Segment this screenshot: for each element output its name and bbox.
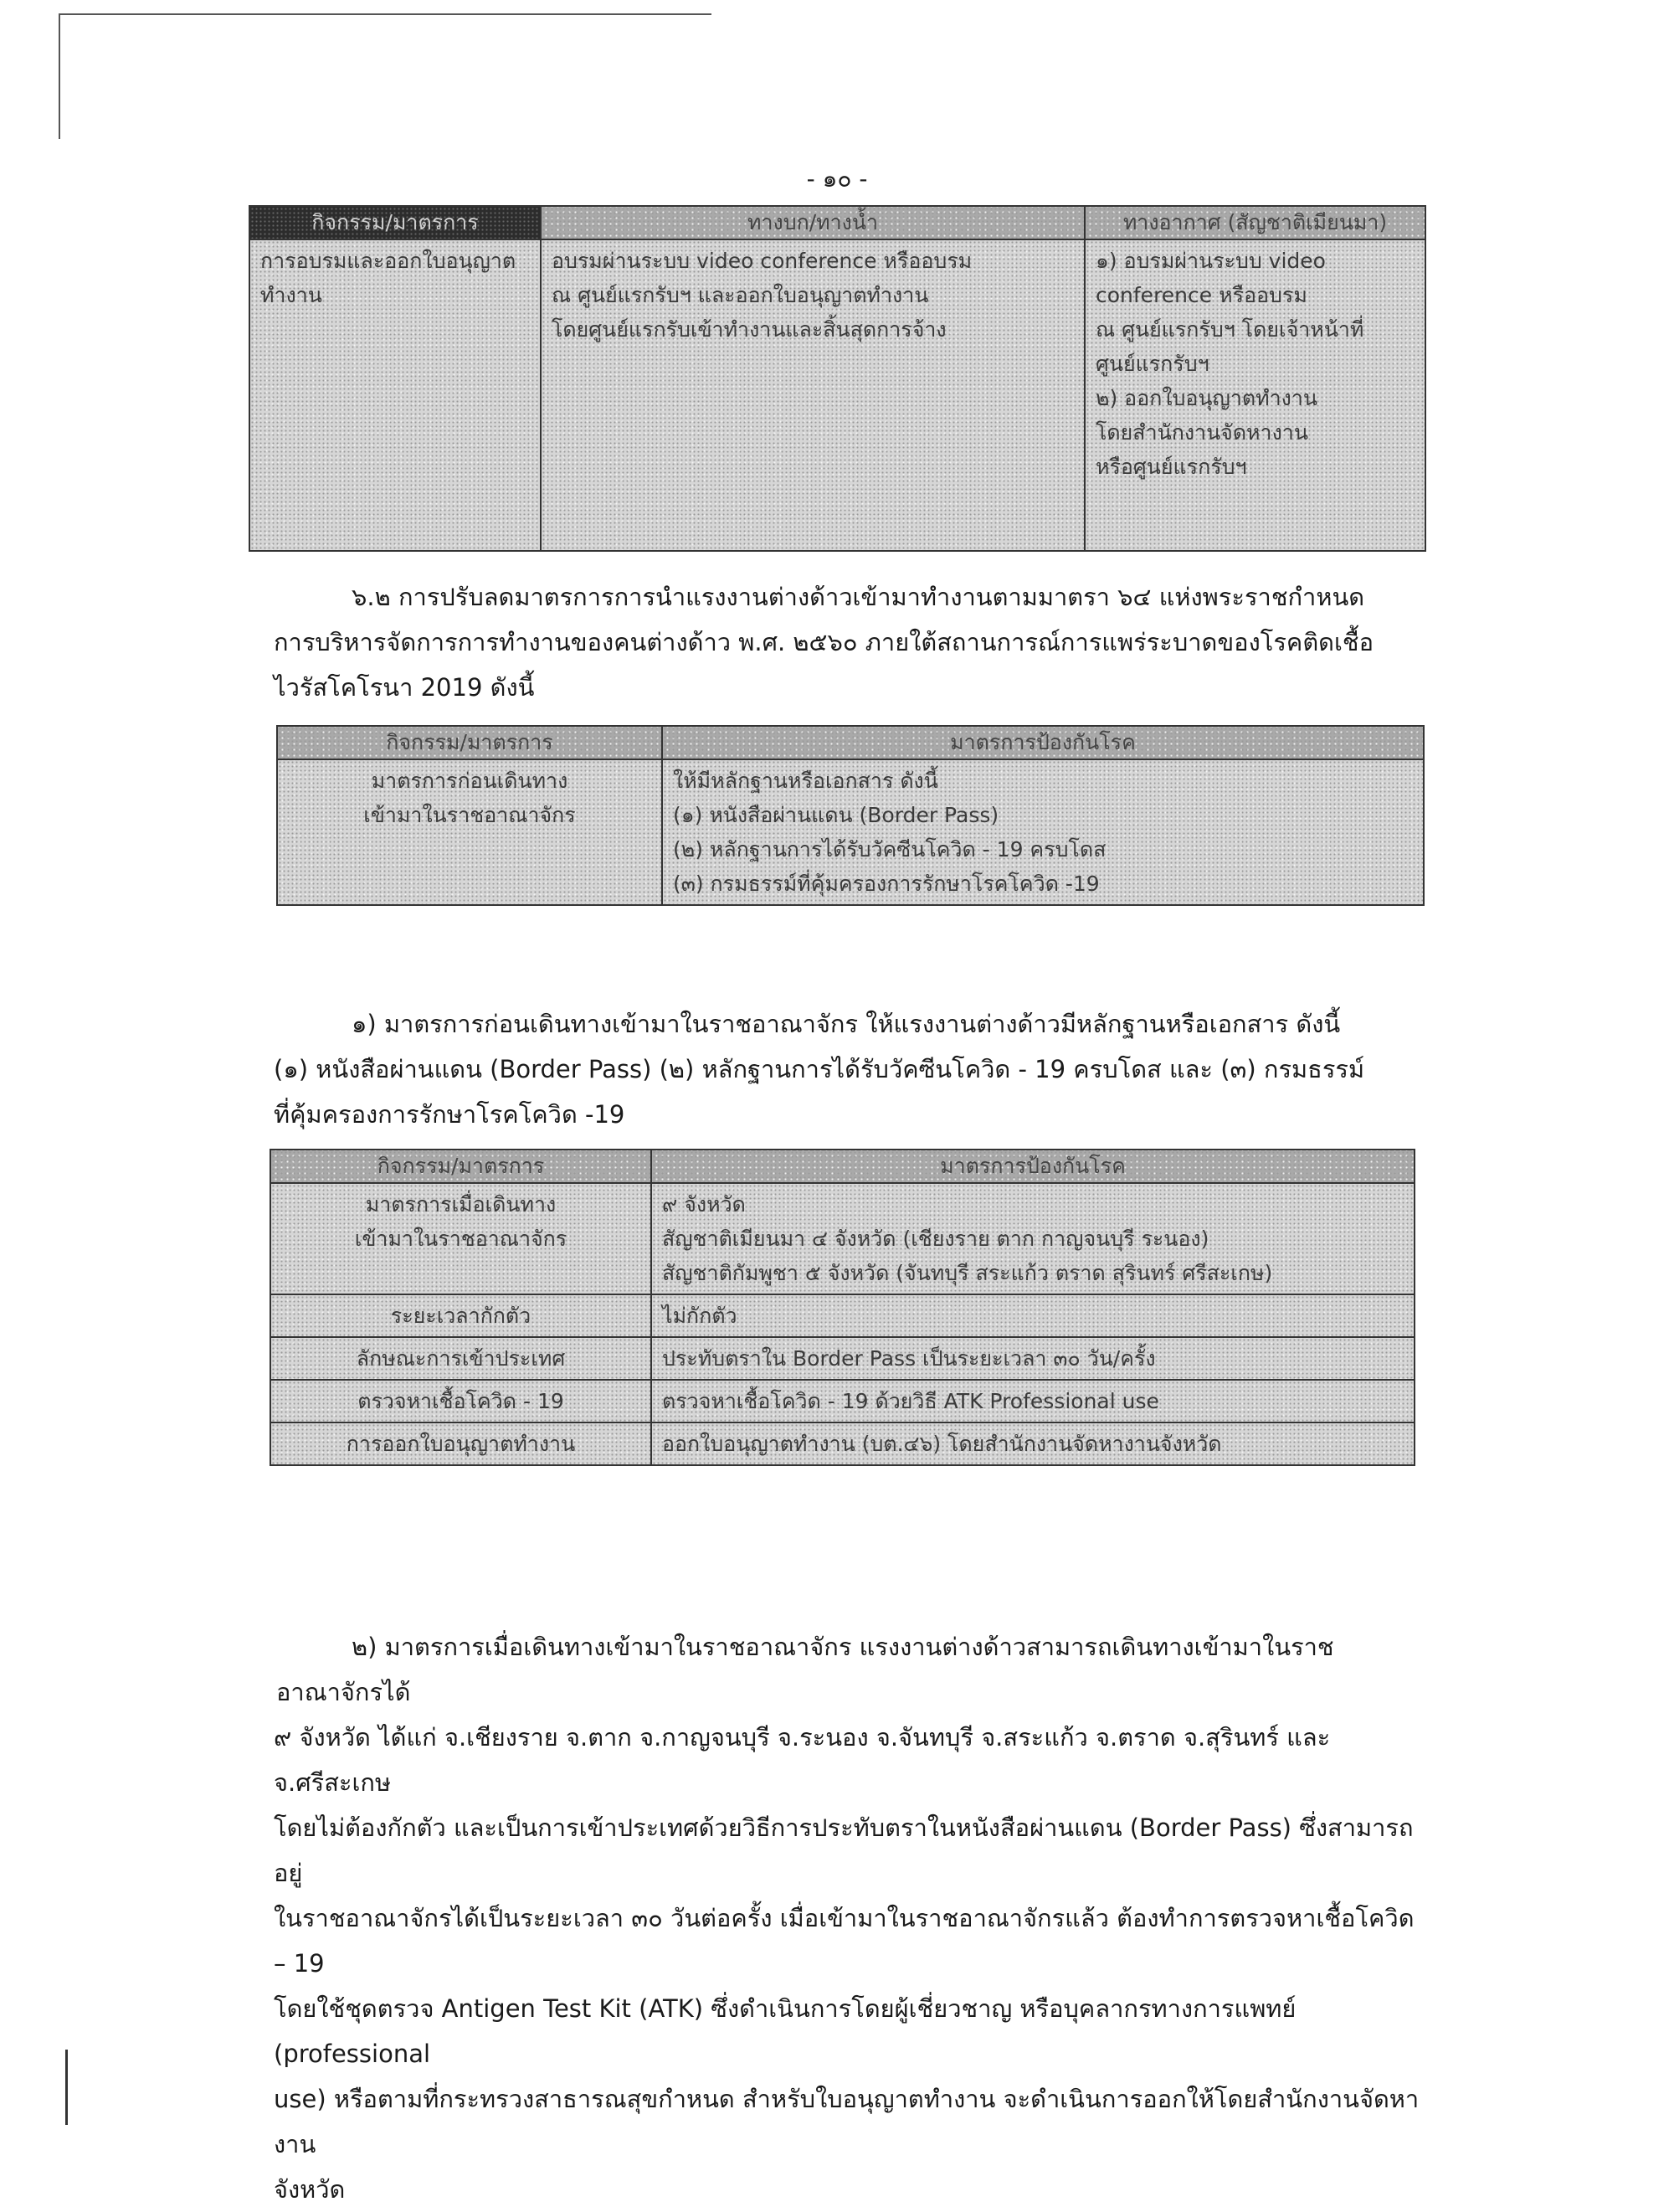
activity-cell: มาตรการก่อนเดินทาง เข้ามาในราชอาณาจักร	[277, 759, 662, 905]
activity-cell: การออกใบอนุญาตทำงาน	[270, 1422, 651, 1465]
header-measure: มาตรการป้องกันโรค	[662, 726, 1424, 759]
paragraph-6-2: ๖.๒ การปรับลดมาตรการการนำแรงงานต่างด้าวเข้ามาทำงานตามมาตรา ๖๔ แห่งพระราชกำหนด การบริหารจัดการการทำงานของคนต่างด้าว พ.ศ. ๒๕๖๐ ภายใต้สถานการณ์การแพร่ระบาดของโรคติดเชื้อ ไวรัสโคโรนา 2019 ดังนี้	[274, 583, 1374, 702]
measure-cell: ประทับตราใน Border Pass เป็นระยะเวลา ๓๐ วัน/ครั้ง	[651, 1337, 1415, 1380]
measure-cell: ออกใบอนุญาตทำงาน (บต.๔๖) โดยสำนักงานจัดหางานจังหวัด	[651, 1422, 1415, 1465]
header-activity: กิจกรรม/มาตรการ	[277, 726, 662, 759]
table-pre-travel	[276, 725, 1425, 906]
activity-cell: ลักษณะการเข้าประเทศ	[270, 1337, 651, 1380]
header-activity: กิจกรรม/มาตรการ	[270, 1150, 651, 1183]
table-row	[249, 239, 1425, 551]
activity-cell: ตรวจหาเชื้อโควิด - 19	[270, 1380, 651, 1422]
table-row	[270, 1422, 1415, 1465]
header-land-water: ทางบก/ทางน้ำ	[541, 206, 1085, 239]
scan-edge-top	[59, 13, 711, 15]
table-row	[270, 1294, 1415, 1337]
table-row	[270, 1183, 1415, 1294]
table-header-row	[277, 726, 1424, 759]
table-header-row	[270, 1150, 1415, 1183]
page-number: - ๑๐ -	[806, 165, 868, 193]
header-air: ทางอากาศ (สัญชาติเมียนมา)	[1085, 206, 1425, 239]
scan-edge-left	[59, 13, 60, 139]
land-water-cell: อบรมผ่านระบบ video conference หรืออบรม ณ ศูนย์แรกรับฯ และออกใบอนุญาตทำงาน โดยศูนย์แรกรับเข้าทำงานและสิ้นสุดการจ้าง	[541, 239, 1085, 551]
paragraph-entry: ๒) มาตรการเมื่อเดินทางเข้ามาในราชอาณาจักร แรงงานต่างด้าวสามารถเดินทางเข้ามาในราชอาณาจักรได้ ๙ จังหวัด ได้แก่ จ.เชียงราย จ.ตาก จ.กาญจนบุรี จ.ระนอง จ.จันทบุรี จ.สระแก้ว จ.ตราด จ.สุรินทร์ และ จ.ศรีสะเกษ โดยไม่ต้องกักตัว และเป็นการเข้าประเทศด้วยวิธีการประทับตราในหนังสือผ่านแดน (Border Pass) ซึ่งสามารถอยู่ ในราชอาณาจักรได้เป็นระยะเวลา ๓๐ วันต่อครั้ง เมื่อเข้ามาในราชอาณาจักรแล้ว ต้องทำการตรวจหาเชื้อโควิด – 19 โดยใช้ชุดตรวจ Antigen Test Kit (ATK) ซึ่งดำเนินการโดยผู้เชี่ยวชาญ หรือบุคลากรทางการแพทย์ (professional use) หรือตามที่กระทรวงสาธารณสุขกำหนด สำหรับใบอนุญาตทำงาน จะดำเนินการออกให้โดยสำนักงานจัดหางาน จังหวัด	[274, 1633, 1420, 2204]
air-cell: ๑) อบรมผ่านระบบ video conference หรืออบรม ณ ศูนย์แรกรับฯ โดยเจ้าหน้าที่ ศูนย์แรกรับฯ ๒) ออกใบอนุญาตทำงาน โดยสำนักงานจัดหางาน หรือศูนย์แรกรับฯ	[1085, 239, 1425, 551]
measure-cell: ไม่กักตัว	[651, 1294, 1415, 1337]
scan-edge-bottom	[65, 2050, 68, 2125]
table-row	[277, 759, 1424, 905]
table-training-permit	[249, 205, 1426, 552]
paragraph-pre-travel: ๑) มาตรการก่อนเดินทางเข้ามาในราชอาณาจักร ให้แรงงานต่างด้าวมีหลักฐานหรือเอกสาร ดังนี้ (๑) หนังสือผ่านแดน (Border Pass) (๒) หลักฐานการได้รับวัคซีนโควิด - 19 ครบโดส และ (๓) กรมธรรม์ ที่คุ้มครองการรักษาโรคโควิด -19	[274, 1010, 1365, 1129]
measure-cell: ให้มีหลักฐานหรือเอกสาร ดังนี้ (๑) หนังสือผ่านแดน (Border Pass) (๒) หลักฐานการได้รับวัคซีนโควิด - 19 ครบโดส (๓) กรมธรรม์ที่คุ้มครองการรักษาโรคโควิด -19	[662, 759, 1424, 905]
table-row	[270, 1380, 1415, 1422]
table-header-row	[249, 206, 1425, 239]
activity-cell: มาตรการเมื่อเดินทาง เข้ามาในราชอาณาจักร	[270, 1183, 651, 1294]
measure-cell: ๙ จังหวัด สัญชาติเมียนมา ๔ จังหวัด (เชียงราย ตาก กาญจนบุรี ระนอง) สัญชาติกัมพูชา ๕ จังหวัด (จันทบุรี สระแก้ว ตราด สุรินทร์ ศรีสะเกษ)	[651, 1183, 1415, 1294]
activity-cell: การอบรมและออกใบอนุญาต ทำงาน	[249, 239, 541, 551]
table-row	[270, 1337, 1415, 1380]
table-entry-measures	[270, 1149, 1415, 1466]
activity-cell: ระยะเวลากักตัว	[270, 1294, 651, 1337]
measure-cell: ตรวจหาเชื้อโควิด - 19 ด้วยวิธี ATK Professional use	[651, 1380, 1415, 1422]
header-measure: มาตรการป้องกันโรค	[651, 1150, 1415, 1183]
header-activity: กิจกรรม/มาตรการ	[249, 206, 541, 239]
